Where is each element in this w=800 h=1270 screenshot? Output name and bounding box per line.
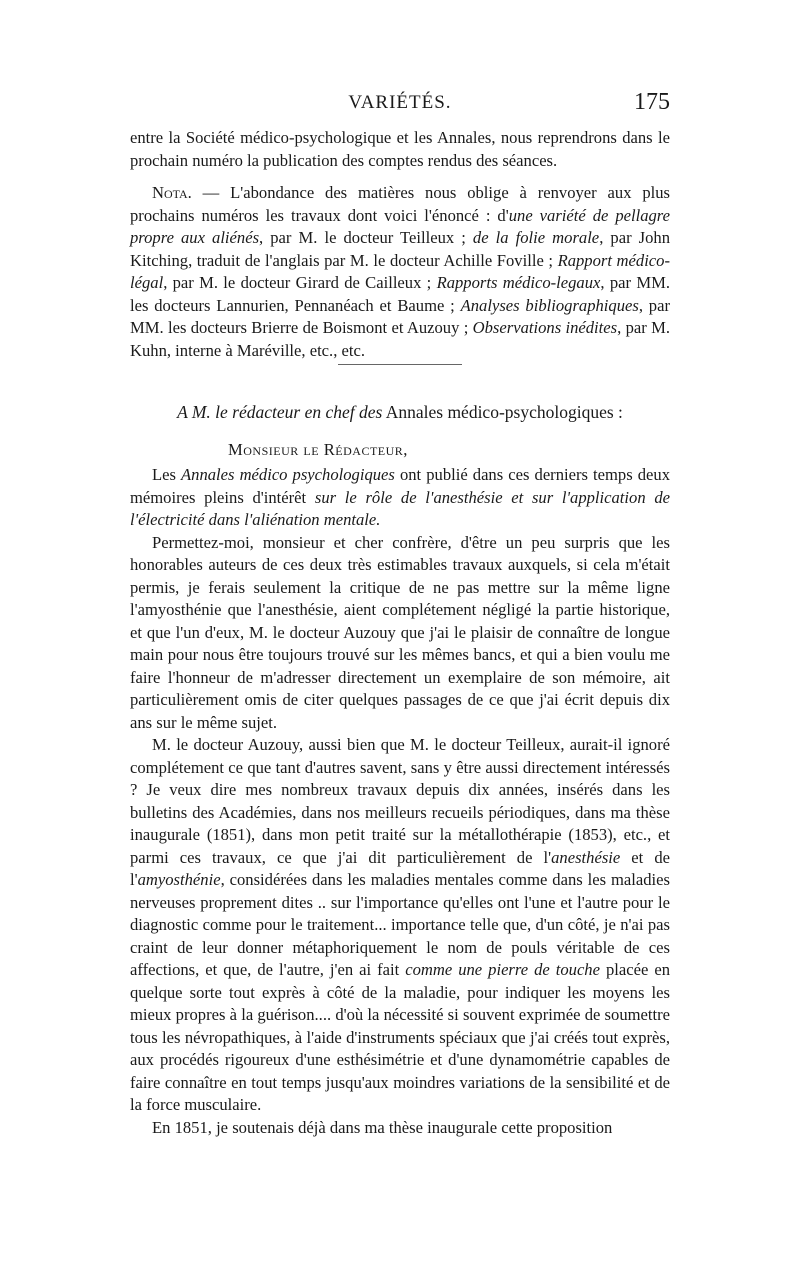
letter-paragraph-4: En 1851, je soutenais déjà dans ma thèse inaugurale cette proposition: [152, 1117, 613, 1137]
page-header: [130, 89, 670, 120]
note-label: Nota.: [152, 183, 192, 202]
letter-heading: A M. le rédacteur en chef des Annales médico-psychologiques :: [177, 402, 623, 422]
section-divider: [338, 364, 462, 365]
note-paragraph: Nota. — L'abondance des matières nous oblige à renvoyer aux plus prochains numéros les travaux dont voici l'énoncé : d'une variété de pellagre propre aux aliénés, par M. le docteur Teilleux ; de la folie morale, par John Kitching, traduit de l'anglais par M. le docteur Achille Foville ; Rapport médico-légal, par M. le docteur Girard de Cailleux ; Rapports médico-legaux, par MM. les docteurs Lannurien, Pennanéach et Baume ; Analyses bibliographiques, par MM. les docteurs Brierre de Boismont et Auzouy ; Observations inédites, par M. Kuhn, interne à Maréville, etc., etc.: [130, 183, 671, 360]
letter-paragraph-1: Les Annales médico psychologiques ont publié dans ces derniers temps deux mémoires pleins d'intérêt sur le rôle de l'anesthésie et sur l'application de l'électricité dans l'aliénation mentale.: [130, 465, 670, 529]
letter-paragraph-2: Permettez-moi, monsieur et cher confrère, d'être un peu surpris que les honorables auteurs de ces deux très estimables travaux auxquels, si cela m'était permis, je ferais seulement la critique de ne pas mettre sur la même ligne l'amyosthénie que l'anesthésie, aient complétement négligé la partie historique, et que l'un d'eux, M. le docteur Auzouy que j'ai le plaisir de connaître de longue main pour nous être toujours trouvé sur les mêmes bancs, et qui a bien voulu me faire l'honneur de m'adresser directement un exemplaire de son mémoire, ait particulièrement omis de citer quelques passages de ce que j'ai écrit depuis dix ans sur le même sujet.: [130, 532, 670, 732]
running-title: VARIÉTÉS.: [348, 92, 452, 113]
intro-paragraph: entre la Société médico-psychologique et les Annales, nous reprendrons dans le prochain numéro la publication des comptes rendus des séances.: [130, 128, 670, 170]
editorial-note: [130, 182, 670, 362]
work-title: Rapport médico-légal: [130, 250, 670, 292]
letter-salutation: Monsieur le Rédacteur,: [228, 440, 408, 459]
work-title: Analyses bibliographiques: [460, 295, 639, 315]
letter-body: [130, 464, 670, 1139]
work-title: Observations inédites: [472, 318, 618, 337]
work-title: une variété de pellagre propre aux aliénés: [130, 205, 670, 247]
intro-text: [130, 127, 670, 172]
page-number: 175: [634, 89, 670, 115]
letter-paragraph-3: M. le docteur Auzouy, aussi bien que M. le docteur Teilleux, aurait-il ignoré complétement ce que tant d'autres savent, sans y être aussi directement intéressés ? Je veux dire mes nombreux travaux depuis dix années, insérés dans les bulletins des Académies, dans nos meilleurs recueils périodiques, dans ma thèse inaugurale (1851), dans mon petit traité sur la métallothérapie (1853), etc., et parmi ces travaux, ce que j'ai dit particulièrement de l'anesthésie et de l'amyosthénie, considérées dans les maladies mentales comme dans les maladies nerveuses proprement dites .. sur l'importance qu'elles ont l'une et l'autre pour le diagnostic comme pour le traitement... importance telle que, d'un côté, je n'ai pas craint de leur donner métaphoriquement le nom de pouls véritable de ces affections, et que, de l'autre, j'en ai fait comme une pierre de touche placée en quelque sorte tout exprès à côté de la maladie, pour indiquer les moyens les mieux propres à la guérison.... d'où la nécessité si souvent exprimée de soumettre tous les névropathiques, à l'aide d'instruments spéciaux que j'ai créés tout exprès, aux procédés rigoureux d'une esthésimétrie et d'une dynamométrie capables de faire connaître en tout temps jusqu'aux moindres variations de la sensibilité et de la force musculaire.: [130, 735, 671, 1114]
work-title: Rapports médico-legaux: [436, 273, 601, 292]
work-title: de la folie morale: [472, 228, 600, 247]
